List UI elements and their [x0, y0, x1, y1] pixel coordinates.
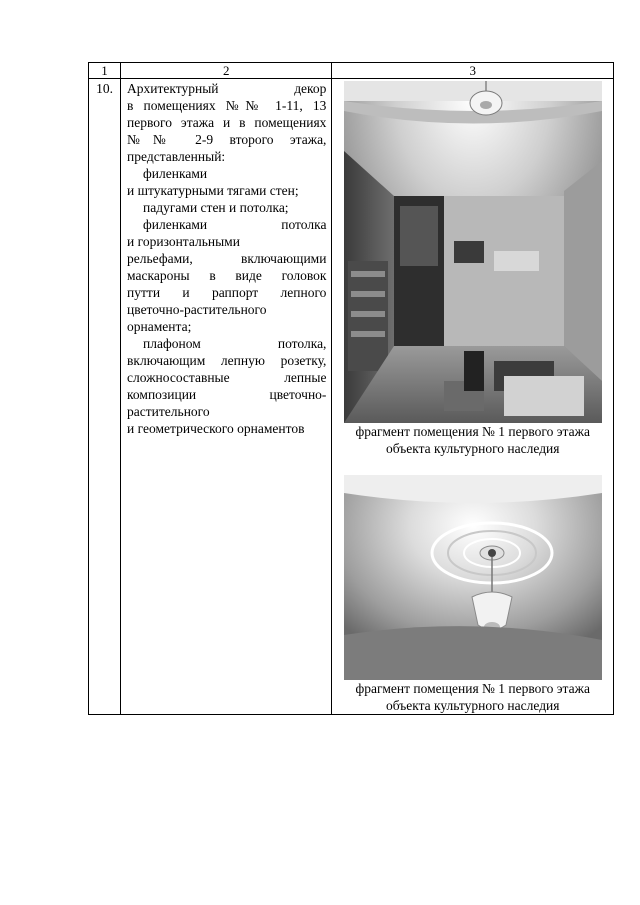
desc-line: включающим лепную розетку, — [127, 353, 327, 368]
desc-line: орнамента; — [127, 319, 192, 334]
header-col-1: 1 — [89, 63, 121, 79]
row-number: 10. — [89, 79, 121, 715]
photo-cell — [332, 79, 614, 715]
desc-line: маскароны в виде головок — [127, 268, 327, 283]
photo-caption: объекта культурного наследия — [385, 441, 560, 456]
photo-caption: фрагмент помещения № 1 первого этажа — [355, 681, 590, 696]
desc-line: композиции цветочно- — [127, 387, 327, 402]
desc-line: цветочно-растительного — [127, 302, 267, 317]
desc-line: и горизонтальными — [127, 234, 240, 249]
desc-line: №№ 2-9 второго этажа, — [127, 132, 327, 147]
desc-line: растительного — [127, 404, 210, 419]
row-description — [121, 79, 332, 715]
desc-line: путти и раппорт лепного — [127, 285, 327, 300]
header-col-3: 3 — [332, 63, 614, 79]
desc-line: сложносоставные лепные — [127, 370, 327, 385]
photo-caption: объекта культурного наследия — [385, 698, 560, 713]
desc-line: первого этажа и в помещениях — [127, 115, 327, 130]
desc-line: падугами стен и потолка; — [143, 200, 289, 215]
heritage-table — [88, 62, 614, 715]
header-row — [89, 63, 614, 79]
desc-line: и штукатурными тягами стен; — [127, 183, 299, 198]
desc-line: Архитектурный декор — [127, 81, 327, 96]
ceiling-photo — [344, 475, 602, 680]
table-row — [89, 79, 614, 715]
desc-line: плафоном потолка, — [143, 336, 327, 351]
desc-line: представленный: — [127, 149, 226, 164]
desc-line: филенками — [143, 166, 208, 181]
desc-line: рельефами, включающими — [127, 251, 327, 266]
interior-photo — [344, 81, 602, 423]
photo-caption: фрагмент помещения № 1 первого этажа — [355, 424, 590, 439]
desc-line: и геометрического орнаментов — [127, 421, 305, 436]
desc-line: филенками потолка — [143, 217, 327, 232]
desc-line: в помещениях №№ 1-11, 13 — [127, 98, 327, 113]
header-col-2: 2 — [121, 63, 332, 79]
